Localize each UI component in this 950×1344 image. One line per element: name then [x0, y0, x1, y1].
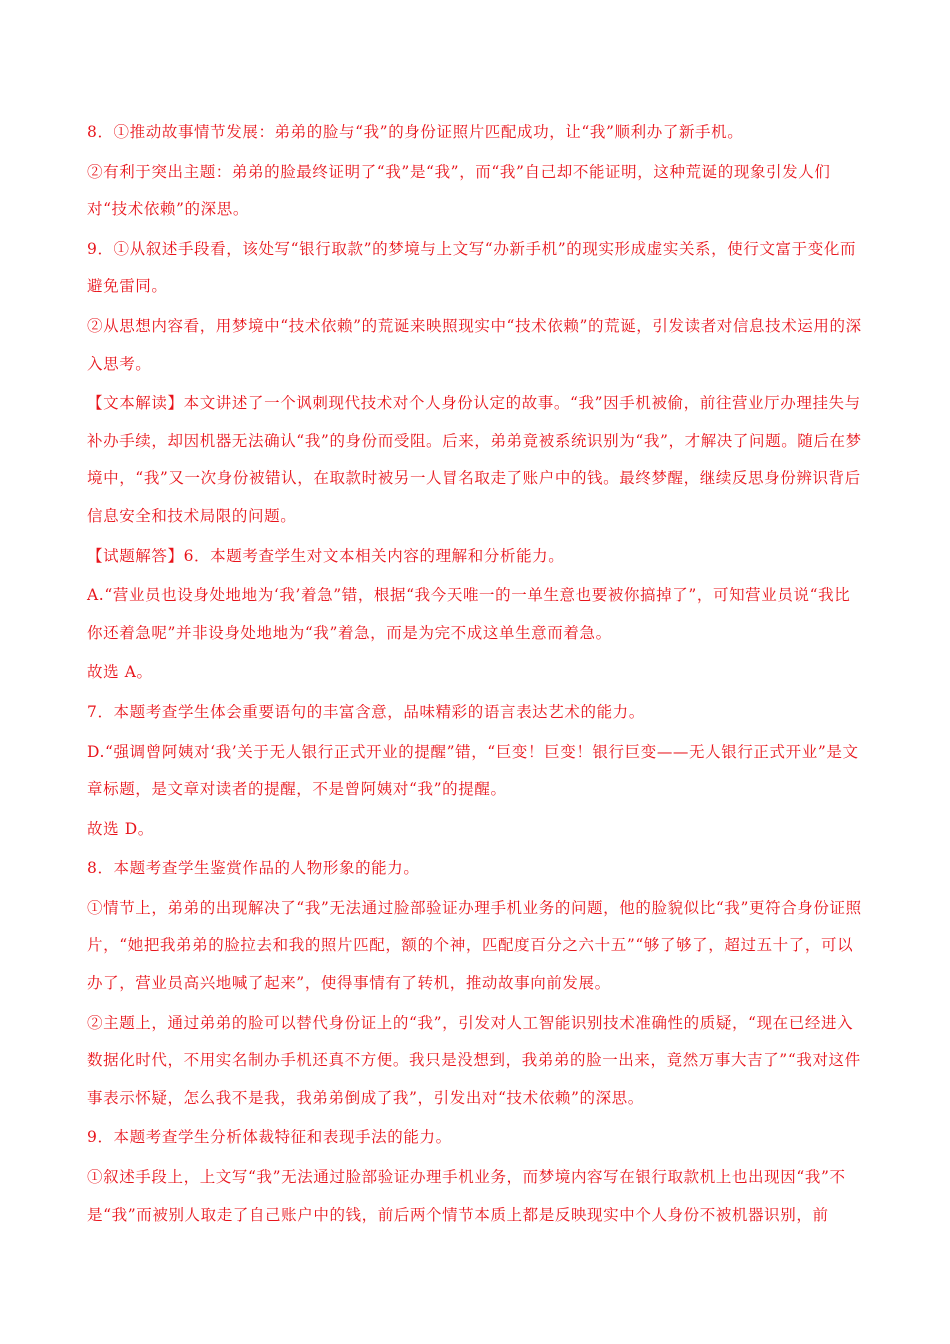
question-8-point-2: ②主题上，通过弟弟的脸可以替代身份证上的“我”，引发对人工智能识别技术准确性的质疑，“现在已经进入数据化时代，不用实名制办手机还真不方便。我只是没想到，我弟弟的脸一出来，竟然万事大吉了”“我对这件事表示怀疑，怎么我不是我，我弟弟倒成了我”，引发出对“技术依赖”的深思。	[87, 1013, 861, 1107]
answer-8-point-2: ②有利于突出主题：弟弟的脸最终证明了“我”是“我”，而“我”自己却不能证明，这种荒诞的现象引发人们对“技术依赖”的深思。	[87, 162, 831, 219]
question-9-analysis: 9．本题考查学生分析体裁特征和表现手法的能力。	[87, 1128, 452, 1147]
question-8-analysis: 8．本题考查学生鉴赏作品的人物形象的能力。	[87, 859, 420, 878]
question-9-point-1: ①叙述手段上，上文写“我”无法通过脸部验证办理手机业务，而梦境内容写在银行取款机上也出现因“我”不是“我”而被别人取走了自己账户中的钱，前后两个情节本质上都是反映现实中个人身份不被机器识别，前	[87, 1168, 846, 1224]
answer-8-point-1: 8．①推动故事情节发展：弟弟的脸与“我”的身份证照片匹配成功，让“我”顺利办了新手机。	[87, 123, 744, 141]
question-6-option-a: A.“营业员也设身处地地为‘我’着急”错，根据“我今天唯一的一单生意也要被你搞掉了”，可知营业员说“我比你还着急呢”并非设身处地地为“我”着急，而是为完不成这单生意而着急。	[87, 586, 851, 642]
question-7-analysis: 7．本题考查学生体会重要语句的丰富含意，品味精彩的语言表达艺术的能力。	[87, 702, 645, 721]
text-interpretation: 【文本解读】本文讲述了一个讽刺现代技术对个人身份认定的故事。“我”因手机被偷，前往营业厅办理挂失与补办手续，却因机器无法确认“我”的身份而受阻。后来，弟弟竟被系统识别为“我”，才解决了问题。随后在梦境中，“我”又一次身份被错认，在取款时被另一人冒名取走了账户中的钱。最终梦醒，继续反思身份辨识背后信息安全和技术局限的问题。	[87, 394, 862, 525]
question-7-option-d: D.“强调曾阿姨对‘我’关于无人银行正式开业的提醒”错，“巨变！巨变！银行巨变——无人银行正式开业”是文章标题，是文章对读者的提醒，不是曾阿姨对“我”的提醒。	[87, 742, 859, 799]
answer-text-body	[87, 114, 863, 1236]
question-6-choice: 故选 A。	[87, 663, 153, 682]
question-6-analysis: 【试题解答】6．本题考查学生对文本相关内容的理解和分析能力。	[87, 546, 565, 565]
question-8-point-1: ①情节上，弟弟的出现解决了“我”无法通过脸部验证办理手机业务的问题，他的脸貌似比“我”更符合身份证照片，“她把我弟弟的脸拉去和我的照片匹配，额的个神，匹配度百分之六十五”“够了够了，超过五十了，可以办了，营业员高兴地喊了起来”，使得事情有了转机，推动故事向前发展。	[87, 898, 862, 993]
question-7-choice: 故选 D。	[87, 819, 154, 838]
answer-9-point-2: ②从思想内容看，用梦境中“技术依赖”的荒诞来映照现实中“技术依赖”的荒诞，引发读者对信息技术运用的深入思考。	[87, 316, 862, 373]
answer-9-point-1: 9．①从叙述手段看，该处写“银行取款”的梦境与上文写“办新手机”的现实形成虚实关系，使行文富于变化而避免雷同。	[87, 239, 857, 296]
